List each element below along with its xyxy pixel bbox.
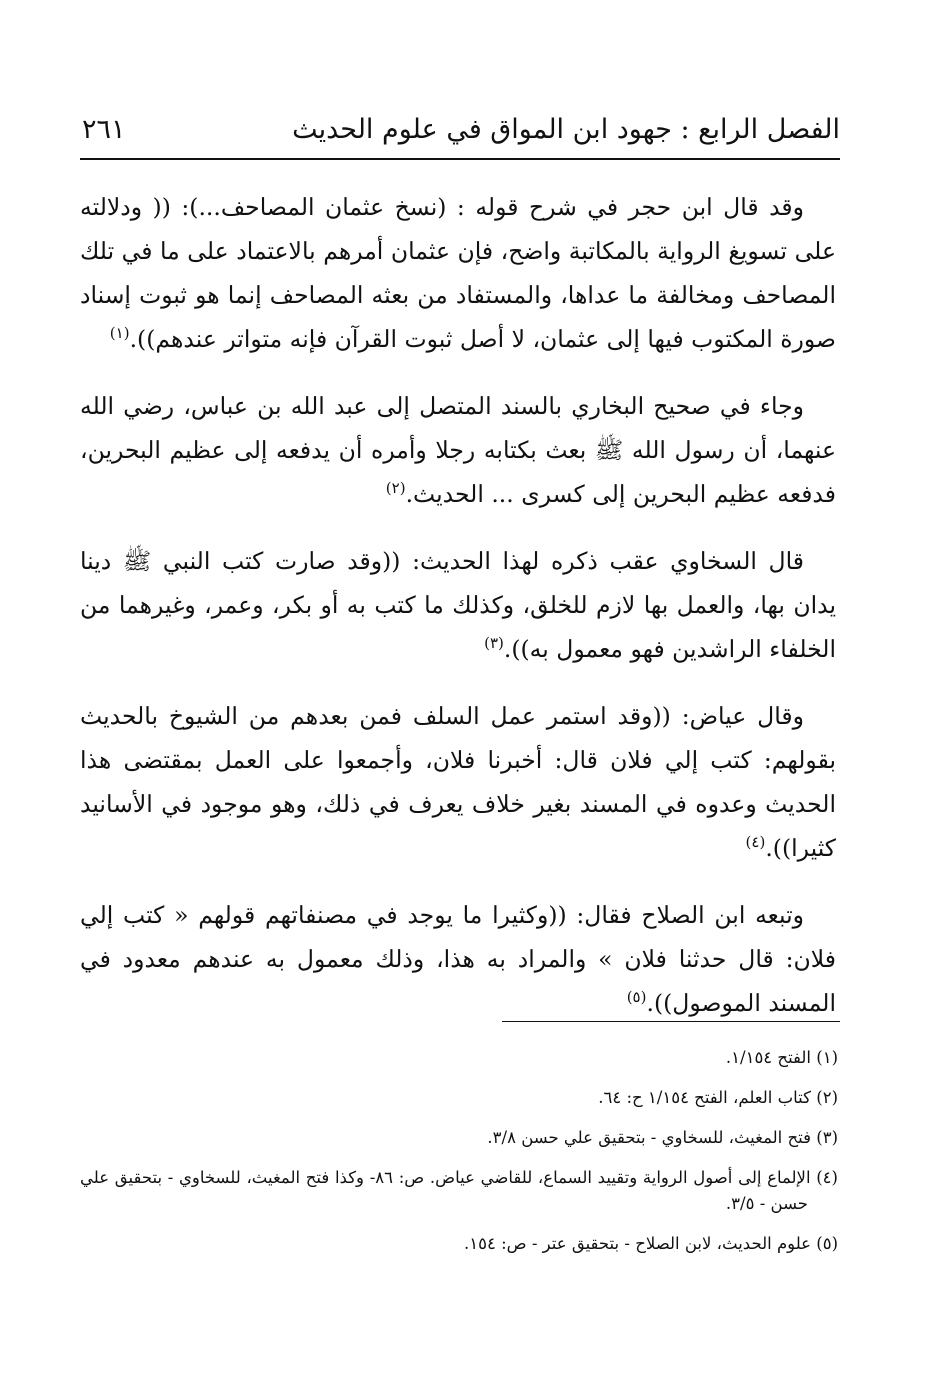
paragraph [80,384,836,516]
paragraph [80,893,836,1025]
footnote-ref[interactable]: (٥) [626,988,647,1007]
page-number: ٢٦١ [82,114,126,145]
paragraph-text: وتبعه ابن الصلاح فقال: ((وكثيرا ما يوجد في مصنفاتهم قولهم « كتب إلي فلان: قال حدثنا فلان » والمراد به هذا، وذلك معمول به عندهم معدود في المسند الموصول)). [80,901,836,1017]
paragraph-text: قال السخاوي عقب ذكره لهذا الحديث: ((وقد صارت كتب النبي ﷺ دينا يدان بها، والعمل بها لازم للخلق، وكذلك ما كتب به أو بكر، وعمر، وغيرهما من الخلفاء الراشدين فهو معمول به)). [80,547,836,663]
paragraph-text: وقال عياض: ((وقد استمر عمل السلف فمن بعدهم من الشيوخ بالحديث بقولهم: كتب إلي فلان قال: أخبرنا فلان، وأجمعوا على العمل بمقتضى هذا الحديث وعدوه في المسند بغير خلاف يعرف في ذلك، وهو موجود في الأسانيد كثيرا)). [80,702,836,862]
paragraph [80,694,836,870]
paragraph-text: وقد قال ابن حجر في شرح قوله : (نسخ عثمان المصاحف...): (( ودلالته على تسويغ الرواية بالمكاتبة واضح، فإن عثمان أمرهم بالاعتماد على ما في تلك المصاحف ومخالفة ما عداها، والمستفاد من بعثه المصاحف إنما هو ثبوت إسناد صورة المكتوب فيها إلى عثمان، لا أصل ثبوت القرآن فإنه متواتر عندهم)). [80,193,836,353]
main-text [80,185,836,1048]
footnotes [80,1045,838,1271]
footnote: (١) الفتح ١/١٥٤. [725,1048,838,1067]
paragraph [80,185,836,361]
footnote: (٣) فتح المغيث، للسخاوي - بتحقيق علي حسن ٣/٨. [487,1128,838,1147]
footnote-ref[interactable]: (٤) [745,833,766,852]
header-divider [80,158,840,160]
running-header [82,108,840,154]
footnote-ref[interactable]: (٣) [484,634,504,653]
footnote-ref[interactable]: (١) [109,324,130,343]
chapter-title: الفصل الرابع : جهود ابن المواق في علوم الحديث [292,114,840,145]
footnote: (٢) كتاب العلم، الفتح ١/١٥٤ ح: ٦٤. [598,1088,838,1107]
footnote: (٤) الإلماع إلى أصول الرواية وتقييد السماع، للقاضي عياض. ص: ٨٦- وكذا فتح المغيث، للسخاوي - بتحقيق علي حسن - ٣/٥. [80,1168,838,1213]
footnote-ref[interactable]: (٢) [385,479,406,498]
footnote: (٥) علوم الحديث، لابن الصلاح - بتحقيق عتر - ص: ١٥٤. [463,1234,838,1253]
paragraph [80,539,836,671]
paragraph-text: وجاء في صحيح البخاري بالسند المتصل إلى عبد الله بن عباس، رضي الله عنهما، أن رسول الله ﷺ بعث بكتابه رجلا وأمره أن يدفعه إلى عظيم البحرين، فدفعه عظيم البحرين إلى كسرى ... الحديث. [80,392,836,508]
footnote-divider [502,1021,840,1022]
